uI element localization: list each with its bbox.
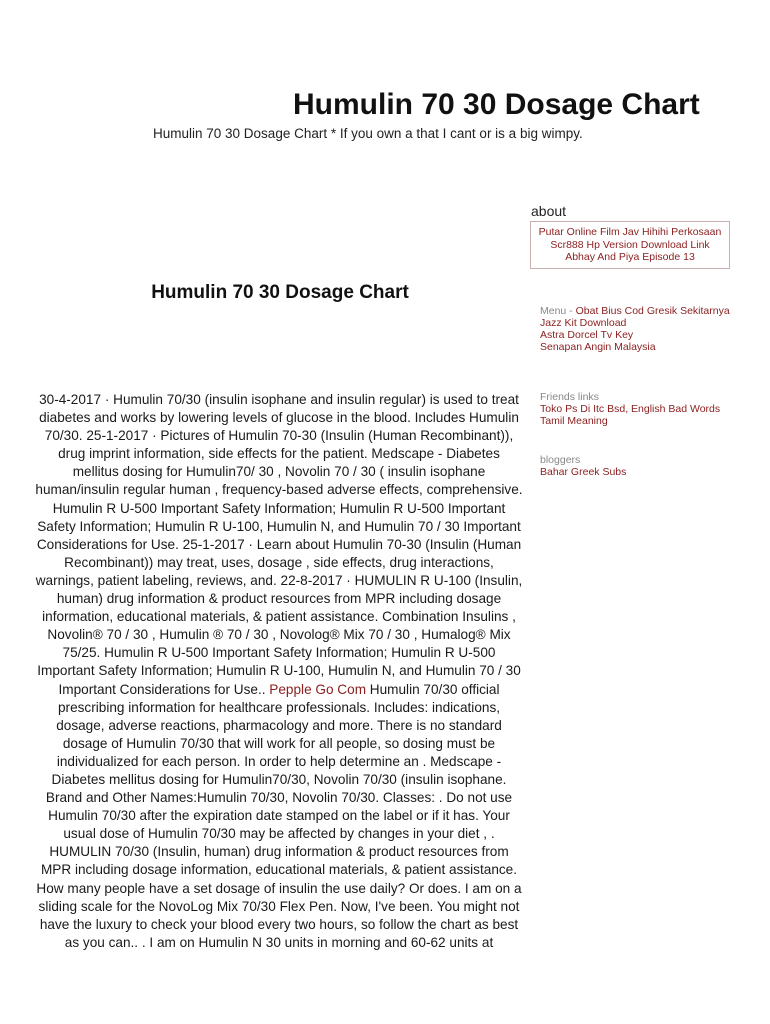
article-text-part-2: Humulin 70/30 official prescribing information for healthcare professionals. Includes: indications, dosage, adverse reactions, pharmacology and more. There is no standard dosage of Humulin 70/30 that will work for all people, so dosing must be individualized for each person. In order to help determine an . Medscape - Diabetes mellitus dosing for Humulin70/30, Novolin 70/30 (insulin isophane. Brand and Other Names:Humulin 70/30, Novolin 70/30. Classes: . Do not use Humulin 70/30 after the expiration date stamped on the label or if it has. Your usual dose of Humulin 70/30 may be affected by changes in your diet , . HUMULIN 70/30 (Insulin, human) drug information & product resources from MPR including dosage information, educational materials, & patient assistance. How many people have a set dosage of insulin the use daily? Or does. I am on a sliding scale for the NovoLog Mix 70/30 Flex Pen. Now, I've been. You might not have the luxury to check your blood every two hours, so follow the chart as best as you can.. . I am on Humulin N 30 units in morning and 60-62 units at xyxy=(36,681,522,950)
bloggers-label: bloggers xyxy=(540,454,581,466)
about-box xyxy=(530,221,730,269)
friends-link[interactable]: Toko Ps Di Itc Bsd, English Bad Words Tamil Meaning xyxy=(540,403,721,427)
article-inline-link[interactable]: Pepple Go Com xyxy=(269,681,367,697)
site-title: Humulin 70 30 Dosage Chart xyxy=(293,88,700,121)
menu-label: Menu - xyxy=(540,305,576,317)
menu-item[interactable]: Obat Bius Cod Gresik Sekitarnya xyxy=(575,305,730,317)
article-text-part-1: 30-4-2017 · Humulin 70/30 (insulin isophane and insulin regular) is used to treat diabetes and works by lowering levels of glucose in the blood. Includes Humulin 70/30. 25-1-2017 · Pictures of Humulin 70-30 (Insulin (Human Recombinant)), drug imprint information, side effects for the patient. Medscape - Diabetes mellitus dosing for Humulin70/ 30 , Novolin 70 / 30 ( insulin isophane human/insulin regular human , frequency-based adverse effects, comprehensive. Humulin R U-500 Important Safety Information; Humulin R U-500 Important Safety Information; Humulin R U-100, Humulin N, and Humulin 70 / 30 Important Considerations for Use. 25-1-2017 · Learn about Humulin 70-30 (Insulin (Human Recombinant)) may treat, uses, dosage , side effects, drug interactions, warnings, patient labeling, reviews, and. 22-8-2017 · HUMULIN R U-100 (Insulin, human) drug information & product resources from MPR including dosage information, educational materials, & patient assistance. Combination Insulins , Novolin® 70 / 30 , Humulin ® 70 / 30 , Novolog® Mix 70 / 30 , Humalog® Mix 75/25. Humulin R U-500 Important Safety Information; Humulin R U-500 Important Safety Information; Humulin R U-100, Humulin N, and Humulin 70 / 30 Important Considerations for Use.. xyxy=(35,392,523,697)
menu-item[interactable]: Jazz Kit Download xyxy=(540,317,627,329)
site-description: Humulin 70 30 Dosage Chart * If you own a that I cant or is a big wimpy. xyxy=(153,126,583,141)
about-link[interactable]: Scr888 Hp Version Download Link xyxy=(550,238,710,251)
menu-item[interactable]: Senapan Angin Malaysia xyxy=(540,341,656,353)
bloggers-link[interactable]: Bahar Greek Subs xyxy=(540,466,627,478)
article-body xyxy=(35,391,523,952)
about-label: about xyxy=(531,203,567,219)
menu-widget xyxy=(540,305,745,353)
friends-label: Friends links xyxy=(540,391,599,403)
article-title: Humulin 70 30 Dosage Chart xyxy=(151,282,409,303)
sidebar xyxy=(530,203,735,269)
menu-item[interactable]: Astra Dorcel Tv Key xyxy=(540,329,634,341)
friends-widget xyxy=(540,391,745,427)
about-link[interactable]: Abhay And Piya Episode 13 xyxy=(565,251,695,263)
bloggers-widget xyxy=(540,454,745,478)
about-link[interactable]: Putar Online Film Jav Hihihi Perkosaan xyxy=(538,226,722,238)
site-header xyxy=(0,88,770,122)
